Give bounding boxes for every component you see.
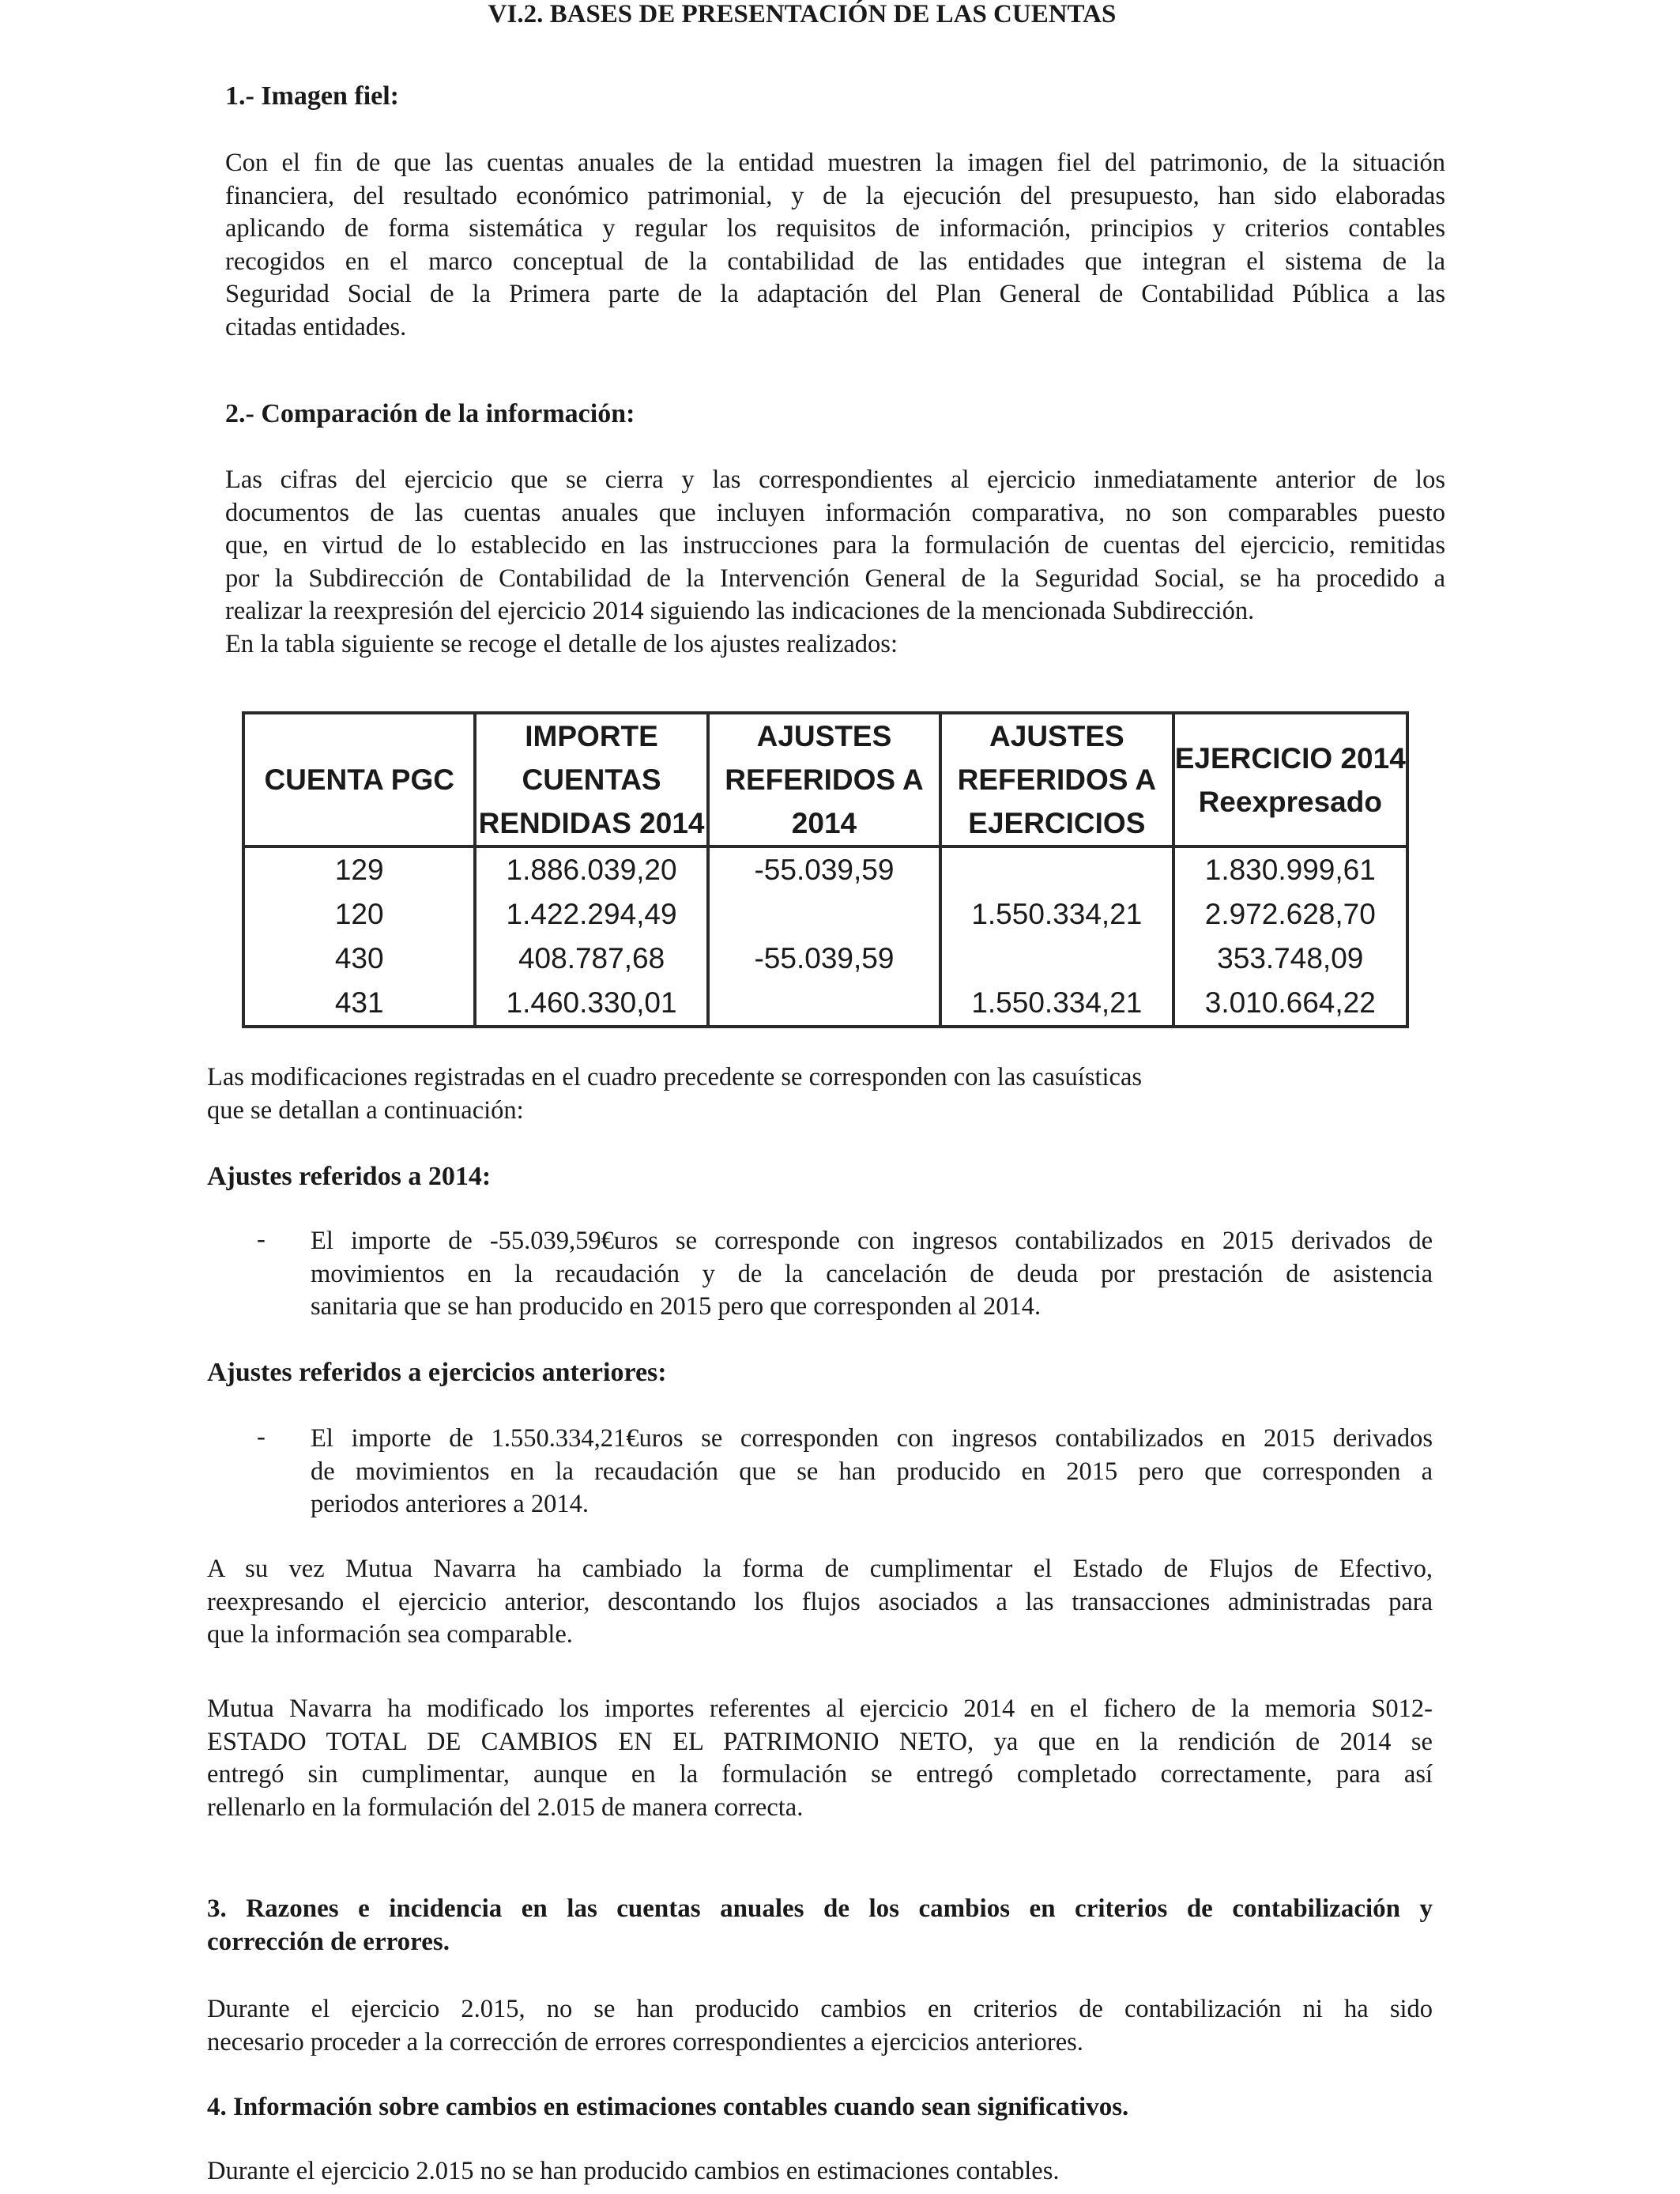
adjustments-table — [242, 711, 1409, 1028]
paragraph-line: que se detallan a continuación: — [207, 1095, 524, 1125]
paragraph-line: que, en virtud de lo establecido en las instrucciones para la formulación de cuentas del ejercicio, remitidas — [225, 531, 1445, 560]
section-4-paragraph — [207, 2155, 1433, 2188]
header-ajustes-ejercicios: AJUSTES REFERIDOS A EJERCICIOS — [940, 713, 1173, 846]
header-ajustes-2014: AJUSTES REFERIDOS A 2014 — [708, 713, 940, 846]
table-cell: 1.830.999,61 — [1173, 846, 1407, 892]
paragraph-line: que la información sea comparable. — [207, 1620, 573, 1649]
section-1-heading: 1.- Imagen fiel: — [225, 81, 400, 111]
bullet-dash: - — [257, 1423, 266, 1451]
paragraph-line: por la Subdirección de Contabilidad de la Intervención General de la Seguridad Social, se ha procedido a — [225, 564, 1445, 593]
table-cell: 3.010.664,22 — [1173, 981, 1407, 1027]
section-2-paragraph — [225, 464, 1445, 661]
paragraph-line: A su vez Mutua Navarra ha cambiado la forma de cumplimentar el Estado de Flujos de Efectivo, — [207, 1555, 1433, 1583]
paragraph-line: recogidos en el marco conceptual de la contabilidad de las entidades que integran el sistema de la — [225, 247, 1445, 276]
table-cell: 431 — [243, 981, 475, 1027]
table-row — [243, 892, 1407, 937]
paragraph-line: periodos anteriores a 2014. — [311, 1490, 589, 1518]
paragraph-line: reexpresando el ejercicio anterior, descontando los flujos asociados a las transacciones administradas para — [207, 1587, 1433, 1616]
section-1-paragraph — [225, 147, 1445, 344]
page-title: VI.2. BASES DE PRESENTACIÓN DE LAS CUENTAS — [488, 0, 1117, 28]
paragraph-line: rellenarlo en la formulación del 2.015 de manera correcta. — [207, 1793, 804, 1822]
table-row — [243, 937, 1407, 981]
adjustments-previous-paragraph — [311, 1423, 1433, 1521]
header-cuenta-pgc: CUENTA PGC — [243, 713, 475, 846]
table-cell: 408.787,68 — [475, 937, 707, 981]
table-row — [243, 846, 1407, 892]
paragraph-line: ESTADO TOTAL DE CAMBIOS EN EL PATRIMONIO NETO, ya que en la rendición de 2014 se — [207, 1727, 1433, 1756]
table-cell — [708, 892, 940, 937]
paragraph-line: financiera, del resultado económico patrimonial, y de la ejecución del presupuesto, han sido elaboradas — [225, 181, 1445, 210]
paragraph-line: El importe de 1.550.334,21€uros se corresponden con ingresos contabilizados en 2015 derivados — [311, 1424, 1433, 1453]
table-cell: 430 — [243, 937, 475, 981]
table-cell: 120 — [243, 892, 475, 937]
header-ejercicio-2014-reexpresado: EJERCICIO 2014 Reexpresado — [1173, 713, 1407, 846]
table-cell: 353.748,09 — [1173, 937, 1407, 981]
section-2-heading: 2.- Comparación de la información: — [225, 399, 635, 428]
paragraph-line: Las cifras del ejercicio que se cierra y las correspondientes al ejercicio inmediatamente anterior de los — [225, 466, 1445, 494]
table-cell: 1.550.334,21 — [940, 981, 1173, 1027]
section-3-heading — [207, 1893, 1433, 1958]
table-cell — [940, 937, 1173, 981]
section-4-heading: 4. Información sobre cambios en estimaciones contables cuando sean significativos. — [207, 2093, 1129, 2121]
bullet-dash: - — [257, 1225, 266, 1253]
paragraph-line: Seguridad Social de la Primera parte de la adaptación del Plan General de Contabilidad Pública a las — [225, 280, 1445, 308]
mutua-cash-flow-paragraph — [207, 1553, 1433, 1652]
adjustments-2014-paragraph — [311, 1225, 1433, 1324]
paragraph-line: documentos de las cuentas anuales que incluyen información comparativa, no son comparables puesto — [225, 498, 1445, 527]
table-cell: 2.972.628,70 — [1173, 892, 1407, 937]
adjustments-previous-heading: Ajustes referidos a ejercicios anteriores: — [207, 1358, 667, 1387]
paragraph-line: entregó sin cumplimentar, aunque en la formulación se entregó completado correctamente, para así — [207, 1760, 1433, 1789]
paragraph-line: Durante el ejercicio 2.015, no se han producido cambios en criterios de contabilización ni ha sido — [207, 1995, 1433, 2023]
paragraph-line: aplicando de forma sistemática y regular los requisitos de información, principios y criterios contables — [225, 214, 1445, 243]
paragraph-line: sanitaria que se han producido en 2015 pero que corresponden al 2014. — [311, 1292, 1042, 1321]
heading-line: corrección de errores. — [207, 1927, 450, 1956]
table-cell: 1.550.334,21 — [940, 892, 1173, 937]
table-cell: -55.039,59 — [708, 846, 940, 892]
mutua-memoria-paragraph — [207, 1693, 1433, 1824]
heading-line: 3. Razones e incidencia en las cuentas anuales de los cambios en criterios de contabilización y — [207, 1894, 1433, 1923]
paragraph-line: necesario proceder a la corrección de errores correspondientes a ejercicios anteriores. — [207, 2027, 1083, 2056]
table-header-row — [243, 713, 1407, 846]
paragraph-line: realizar la reexpresión del ejercicio 2014 siguiendo las indicaciones de la mencionada Subdirección. — [225, 597, 1255, 625]
paragraph-line: de movimientos en la recaudación que se han producido en 2015 pero que corresponden a — [311, 1457, 1433, 1486]
table-cell: -55.039,59 — [708, 937, 940, 981]
table-cell: 129 — [243, 846, 475, 892]
after-table-paragraph — [207, 1061, 1471, 1127]
adjustments-2014-heading: Ajustes referidos a 2014: — [207, 1162, 492, 1191]
table-cell: 1.422.294,49 — [475, 892, 707, 937]
paragraph-line: Durante el ejercicio 2.015 no se han producido cambios en estimaciones contables. — [207, 2157, 1060, 2185]
table-cell — [940, 846, 1173, 892]
paragraph-line: El importe de -55.039,59€uros se corresponde con ingresos contabilizados en 2015 derivados de — [311, 1227, 1433, 1255]
header-importe-cuentas-rendidas: IMPORTE CUENTAS RENDIDAS 2014 — [475, 713, 707, 846]
paragraph-line: citadas entidades. — [225, 312, 407, 341]
table-cell — [708, 981, 940, 1027]
paragraph-line: Las modificaciones registradas en el cuadro precedente se corresponden con las casuísticas — [207, 1063, 1143, 1091]
paragraph-line: En la tabla siguiente se recoge el detalle de los ajustes realizados: — [225, 629, 898, 658]
table-row — [243, 981, 1407, 1027]
paragraph-line: Mutua Navarra ha modificado los importes referentes al ejercicio 2014 en el fichero de la memoria S012- — [207, 1695, 1433, 1723]
table-cell: 1.460.330,01 — [475, 981, 707, 1027]
section-3-paragraph — [207, 1993, 1433, 2059]
paragraph-line: Con el fin de que las cuentas anuales de la entidad muestren la imagen fiel del patrimonio, de la situación — [225, 149, 1445, 177]
table-cell: 1.886.039,20 — [475, 846, 707, 892]
paragraph-line: movimientos en la recaudación y de la cancelación de deuda por prestación de asistencia — [311, 1259, 1433, 1288]
